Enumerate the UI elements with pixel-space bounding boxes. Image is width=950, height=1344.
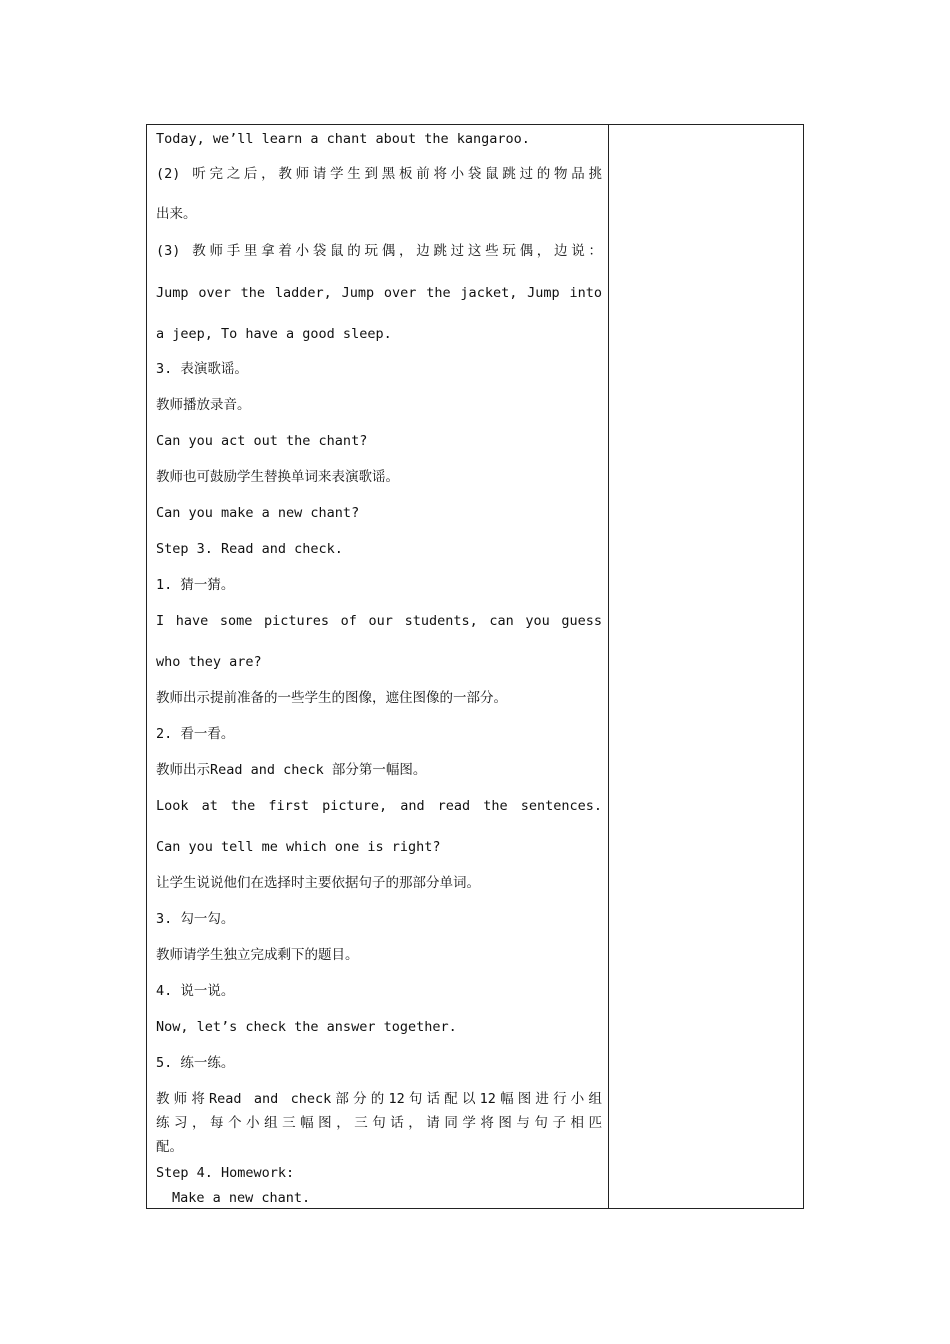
text-line: 教师将Read and check部分的12句话配以12幅图进行小组 xyxy=(156,1091,602,1107)
text-line: who they are? xyxy=(156,654,262,670)
text-line: Can you make a new chant? xyxy=(156,505,360,521)
text-line: Can you tell me which one is right? xyxy=(156,839,441,855)
text-line: Look at the first picture, and read the sentences. xyxy=(156,798,602,814)
text-line: 教师也可鼓励学生替换单词来表演歌谣。 xyxy=(156,469,399,485)
text-line: Step 4. Homework: xyxy=(156,1165,295,1181)
text-line: 教师播放录音。 xyxy=(156,397,251,413)
text-line: Today, we’ll learn a chant about the kangaroo. xyxy=(156,131,530,147)
text-line: 1. 猜一猜。 xyxy=(156,577,235,593)
text-line: 配。 xyxy=(156,1139,183,1155)
text-line: (3) 教师手里拿着小袋鼠的玩偶，边跳过这些玩偶，边说： xyxy=(156,243,602,259)
notes-cell xyxy=(609,125,803,1208)
lesson-content-cell xyxy=(147,125,609,1208)
text-line: 让学生说说他们在选择时主要依据句子的那部分单词。 xyxy=(156,875,480,891)
text-line: 2. 看一看。 xyxy=(156,726,235,742)
text-line: 4. 说一说。 xyxy=(156,983,235,999)
text-line: Jump over the ladder, Jump over the jacket, Jump into xyxy=(156,285,602,301)
text-line: a jeep, To have a good sleep. xyxy=(156,326,392,342)
text-line: 5. 练一练。 xyxy=(156,1055,235,1071)
text-line: 教师出示Read and check 部分第一幅图。 xyxy=(156,762,427,778)
text-line: 出来。 xyxy=(156,206,197,222)
text-line: I have some pictures of our students, can you guess xyxy=(156,613,602,629)
text-line: (2) 听完之后，教师请学生到黑板前将小袋鼠跳过的物品挑 xyxy=(156,166,602,182)
text-line: Now, let’s check the answer together. xyxy=(156,1019,457,1035)
text-line: Can you act out the chant? xyxy=(156,433,368,449)
text-line: Make a new chant. xyxy=(172,1190,311,1206)
text-line: 3. 表演歌谣。 xyxy=(156,361,248,377)
text-line: 教师请学生独立完成剩下的题目。 xyxy=(156,947,359,963)
text-line: 3. 勾一勾。 xyxy=(156,911,235,927)
text-line: Step 3. Read and check. xyxy=(156,541,343,557)
lesson-table xyxy=(146,124,804,1209)
text-line: 练习，每个小组三幅图，三句话，请同学将图与句子相匹 xyxy=(156,1115,602,1131)
text-line: 教师出示提前准备的一些学生的图像，遮住图像的一部分。 xyxy=(156,690,507,706)
